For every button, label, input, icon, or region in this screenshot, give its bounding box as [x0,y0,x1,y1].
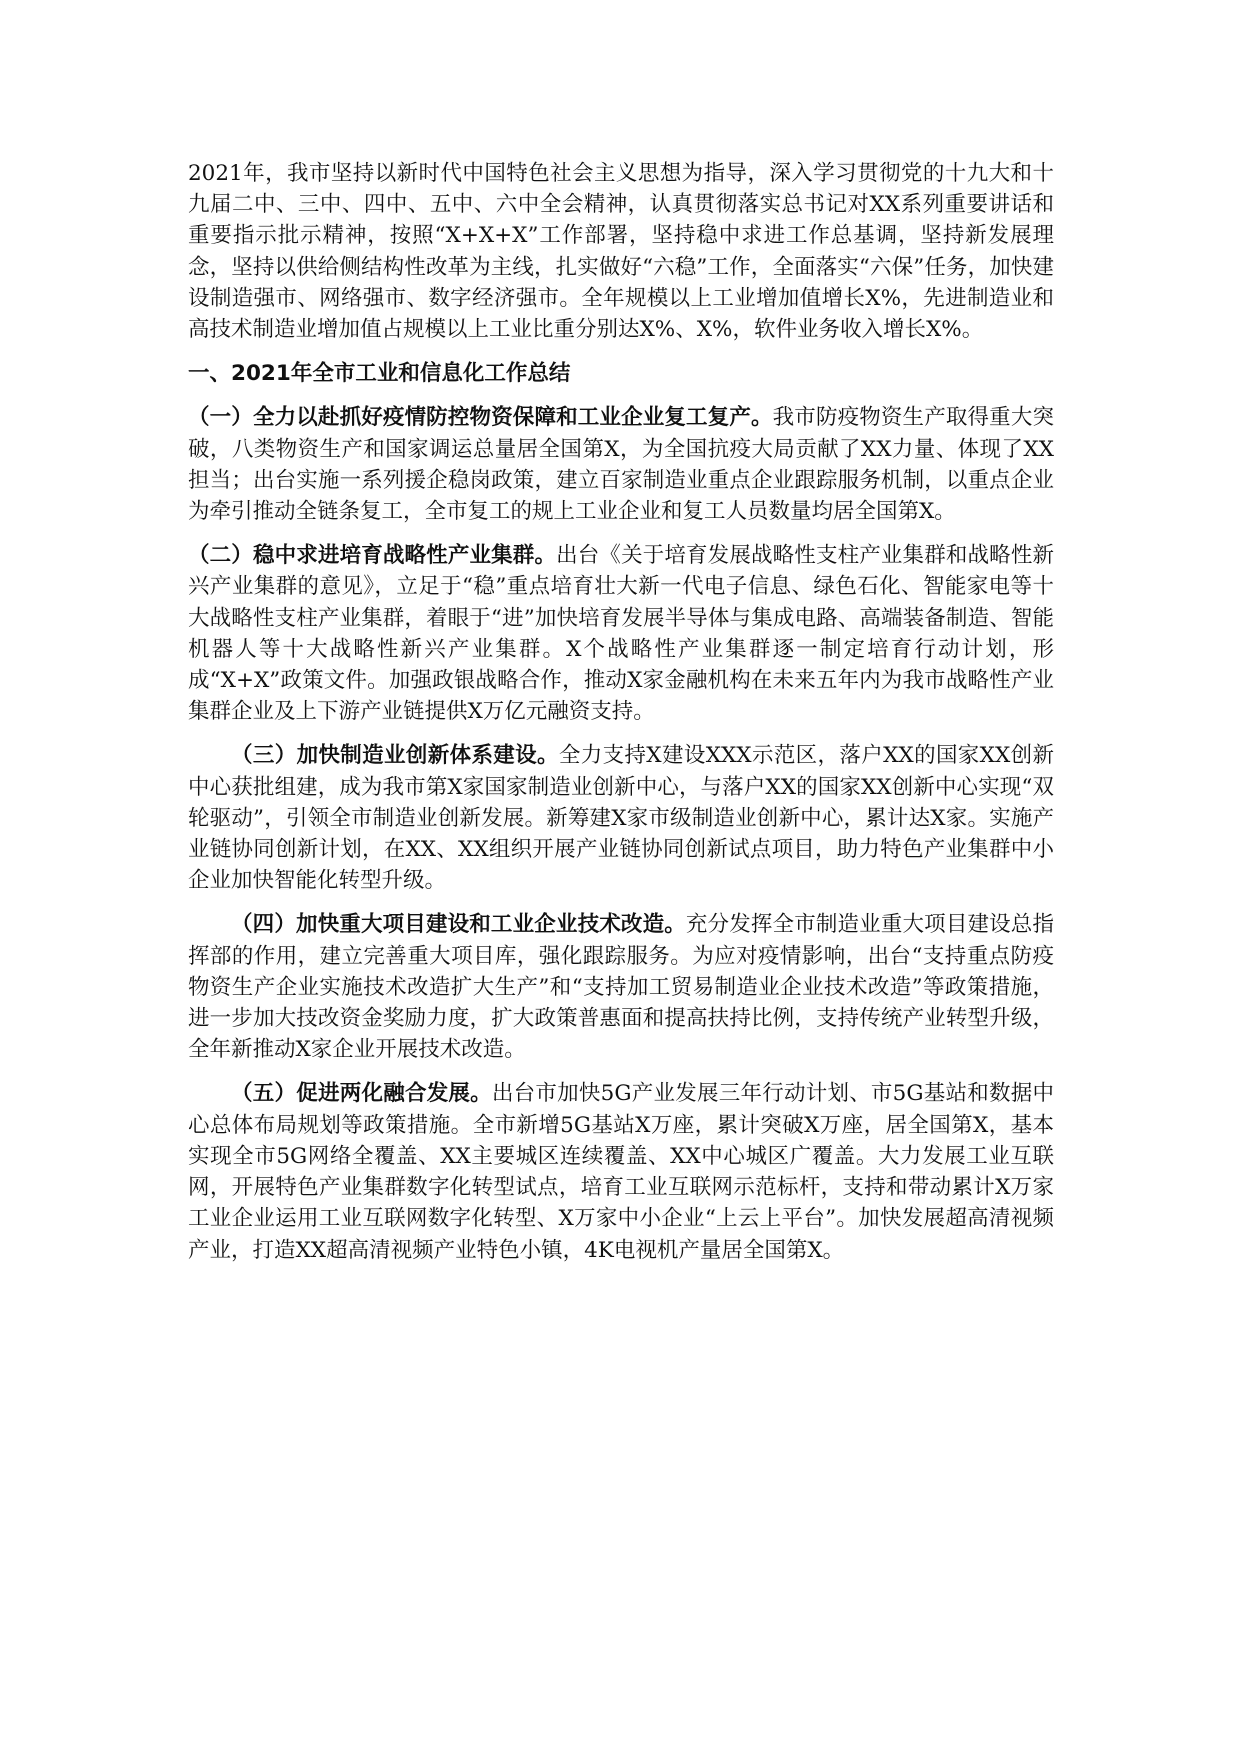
item-lead-2: （二）稳中求进培育战略性产业集群。 [188,543,557,569]
item-lead-5: （五）促进两化融合发展。 [231,1081,492,1107]
item-body-1: 我市防疫物资生产取得重大突破，八类物资生产和国家调运总量居全国第X，为全国抗疫大局贡献了XX力量、体现了XX担当；出台实施一系列援企稳岗政策，建立百家制造业重点企业跟踪服务机制，以重点企业为牵引推动全链条复工，全市复工的规上工业企业和复工人员数量均居全国第X。 [188,405,1054,525]
document-page [188,158,1054,1279]
item-paragraph-1 [188,402,1054,527]
item-body-4: 充分发挥全市制造业重大项目建设总指挥部的作用，建立完善重大项目库，强化跟踪服务。为应对疫情影响，出台“支持重点防疫物资生产企业实施技术改造扩大生产”和“支持加工贸易制造业企业技术改造”等政策措施，进一步加大技改资金奖励力度，扩大政策普惠面和提高扶持比例，支持传统产业转型升级，全年新推动X家企业开展技术改造。 [188,912,1054,1063]
item-paragraph-3 [188,740,1054,896]
item-paragraph-2 [188,540,1054,727]
section-heading: 一、2021年全市工业和信息化工作总结 [188,361,571,387]
item-lead-1: （一）全力以赴抓好疫情防控物资保障和工业企业复工复产。 [188,405,773,431]
item-lead-4: （四）加快重大项目建设和工业企业技术改造。 [231,912,686,938]
item-body-2: 出台《关于培育发展战略性支柱产业集群和战略性新兴产业集群的意见》，立足于“稳”重点培育壮大新一代电子信息、绿色石化、智能家电等十大战略性支柱产业集群，着眼于“进”加快培育发展半导体与集成电路、高端装备制造、智能机器人等十大战略性新兴产业集群。X个战略性产业集群逐一制定培育行动计划，形成“X+X”政策文件。加强政银战略合作，推动X家金融机构在未来五年内为我市战略性产业集群企业及上下游产业链提供X万亿元融资支持。 [188,543,1054,725]
item-body-3: 全力支持X建设XXX示范区，落户XX的国家XX创新中心获批组建，成为我市第X家国家制造业创新中心，与落户XX的国家XX创新中心实现“双轮驱动”，引领全市制造业创新发展。新筹建X家市级制造业创新中心，累计达X家。实施产业链协同创新计划，在XX、XX组织开展产业链协同创新试点项目，助力特色产业集群中小企业加快智能化转型升级。 [188,743,1054,894]
intro-paragraph: 2021年，我市坚持以新时代中国特色社会主义思想为指导，深入学习贯彻党的十九大和十九届二中、三中、四中、五中、六中全会精神，认真贯彻落实总书记对XX系列重要讲话和重要指示批示精神，按照“X+X+X”工作部署，坚持稳中求进工作总基调，坚持新发展理念，坚持以供给侧结构性改革为主线，扎实做好“六稳”工作，全面落实“六保”任务，加快建设制造强市、网络强市、数字经济强市。全年规模以上工业增加值增长X%，先进制造业和高技术制造业增加值占规模以上工业比重分别达X%、X%，软件业务收入增长X%。 [188,161,1054,343]
item-paragraph-4 [188,909,1054,1065]
item-paragraph-5 [188,1078,1054,1265]
item-lead-3: （三）加快制造业创新体系建设。 [231,743,559,769]
item-body-5: 出台市加快5G产业发展三年行动计划、市5G基站和数据中心总体布局规划等政策措施。全市新增5G基站X万座，累计突破X万座，居全国第X，基本实现全市5G网络全覆盖、XX主要城区连续覆盖、XX中心城区广覆盖。大力发展工业互联网，开展特色产业集群数字化转型试点，培育工业互联网示范标杆，支持和带动累计X万家工业企业运用工业互联网数字化转型、X万家中小企业“上云上平台”。加快发展超高清视频产业，打造XX超高清视频产业特色小镇，4K电视机产量居全国第X。 [188,1081,1054,1263]
